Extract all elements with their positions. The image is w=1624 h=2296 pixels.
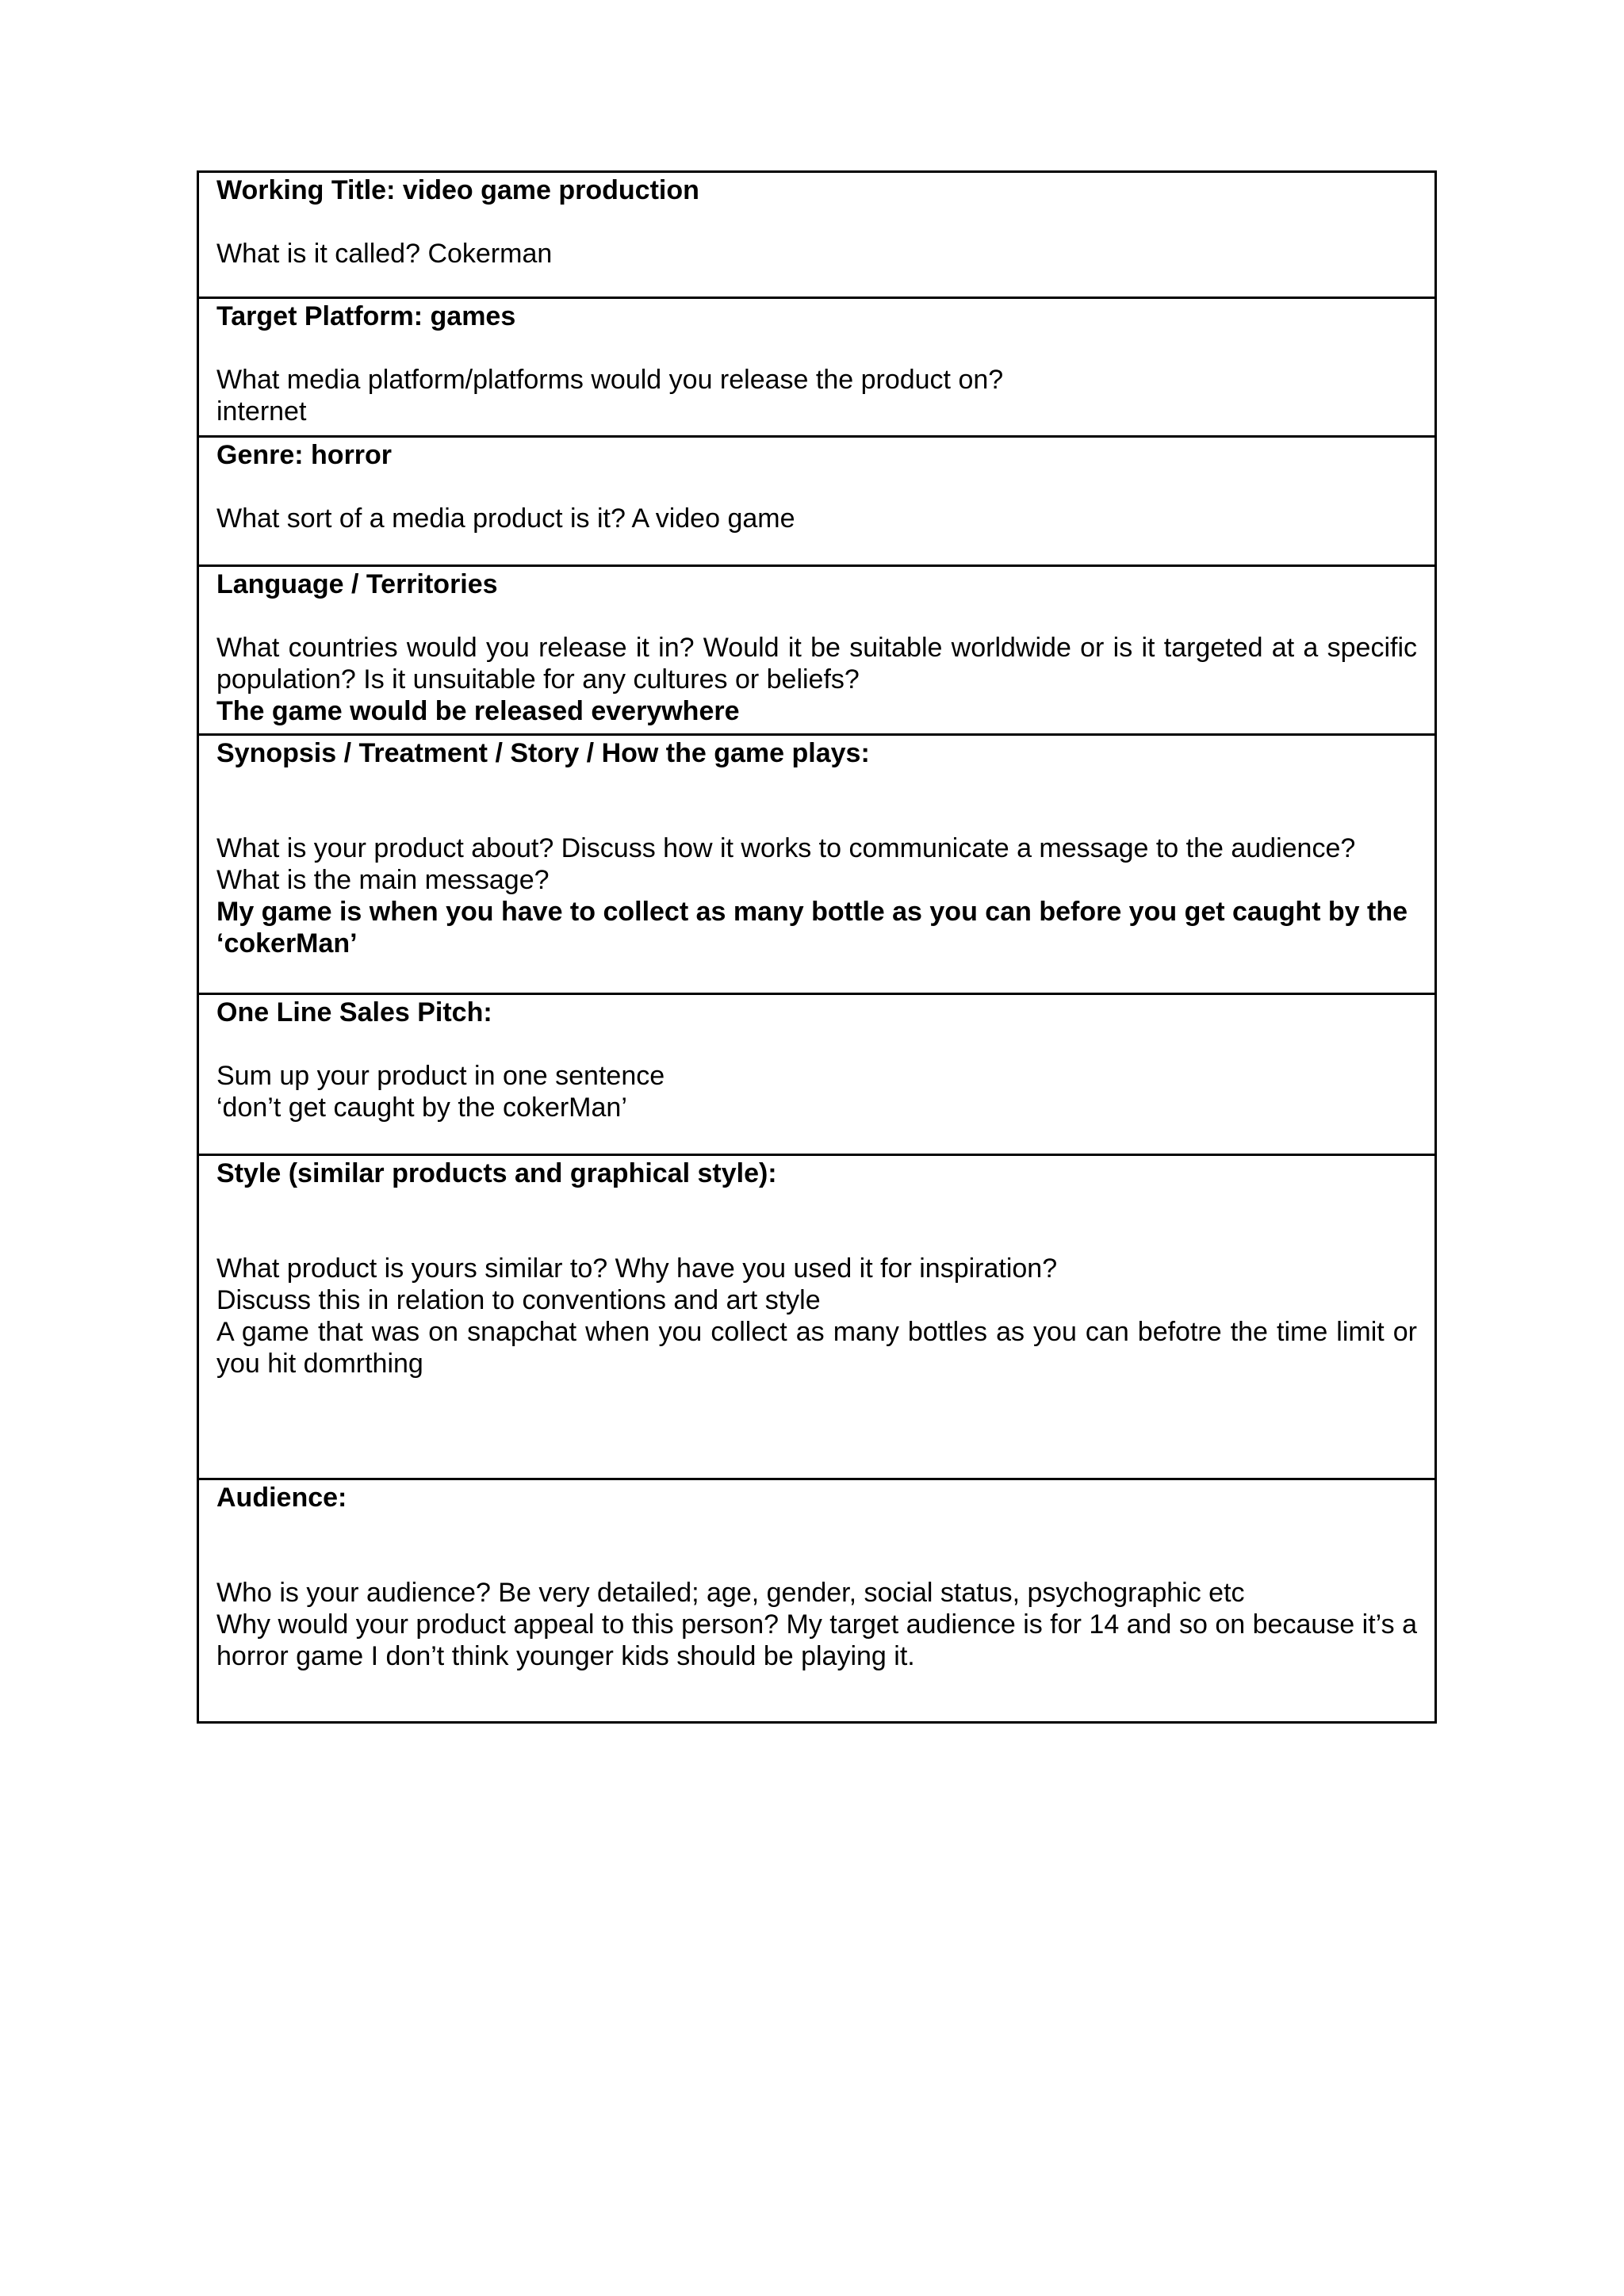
genre-question: What sort of a media product is it? A video game — [216, 503, 795, 534]
style-answer: A game that was on snapchat when you collect as many bottles as you can befotre the time limit or you hit domrthing — [216, 1317, 1417, 1379]
style-cell — [198, 1155, 1436, 1479]
sales-pitch-answer: ‘don’t get caught by the cokerMan’ — [216, 1093, 627, 1123]
style-question-2: Discuss this in relation to conventions and art style — [216, 1285, 821, 1315]
synopsis-row — [198, 735, 1436, 994]
synopsis-answer: My game is when you have to collect as many bottle as you can before you get caught by the ‘cokerMan’ — [216, 897, 1408, 959]
working-title-question: What is it called? Cokerman — [216, 239, 553, 269]
language-question: What countries would you release it in? Would it be suitable worldwide or is it targeted at a specific population? Is it unsuitable for any cultures or beliefs? — [216, 633, 1417, 695]
audience-question: Who is your audience? Be very detailed; age, gender, social status, psychographic etc — [216, 1578, 1245, 1608]
working-title-cell — [198, 172, 1436, 298]
style-heading: Style (similar products and graphical style): — [216, 1158, 777, 1188]
language-heading: Language / Territories — [216, 569, 498, 599]
language-cell — [198, 566, 1436, 735]
synopsis-cell — [198, 735, 1436, 994]
genre-cell — [198, 437, 1436, 566]
audience-cell — [198, 1479, 1436, 1723]
style-question-1: What product is yours similar to? Why have you used it for inspiration? — [216, 1253, 1058, 1284]
genre-row — [198, 437, 1436, 566]
language-answer: The game would be released everywhere — [216, 696, 740, 726]
working-title-row — [198, 172, 1436, 298]
language-row — [198, 566, 1436, 735]
sales-pitch-row — [198, 994, 1436, 1155]
target-platform-heading: Target Platform: games — [216, 301, 516, 331]
sales-pitch-heading: One Line Sales Pitch: — [216, 997, 492, 1027]
target-platform-cell — [198, 298, 1436, 437]
synopsis-heading: Synopsis / Treatment / Story / How the game plays: — [216, 738, 870, 768]
audience-heading: Audience: — [216, 1483, 347, 1513]
style-row — [198, 1155, 1436, 1479]
target-platform-question: What media platform/platforms would you release the product on? — [216, 365, 1004, 395]
sales-pitch-cell — [198, 994, 1436, 1155]
synopsis-question-1: What is your product about? Discuss how it works to communicate a message to the audience? — [216, 833, 1356, 863]
proposal-form-table — [197, 170, 1437, 1724]
audience-answer: Why would your product appeal to this person? My target audience is for 14 and so on because it’s a horror game I don’t think younger kids should be playing it. — [216, 1609, 1417, 1671]
sales-pitch-question: Sum up your product in one sentence — [216, 1061, 665, 1091]
genre-heading: Genre: horror — [216, 440, 393, 470]
target-platform-answer: internet — [216, 396, 307, 427]
audience-row — [198, 1479, 1436, 1723]
working-title-heading: Working Title: video game production — [216, 175, 699, 205]
synopsis-question-2: What is the main message? — [216, 865, 550, 895]
target-platform-row — [198, 298, 1436, 437]
